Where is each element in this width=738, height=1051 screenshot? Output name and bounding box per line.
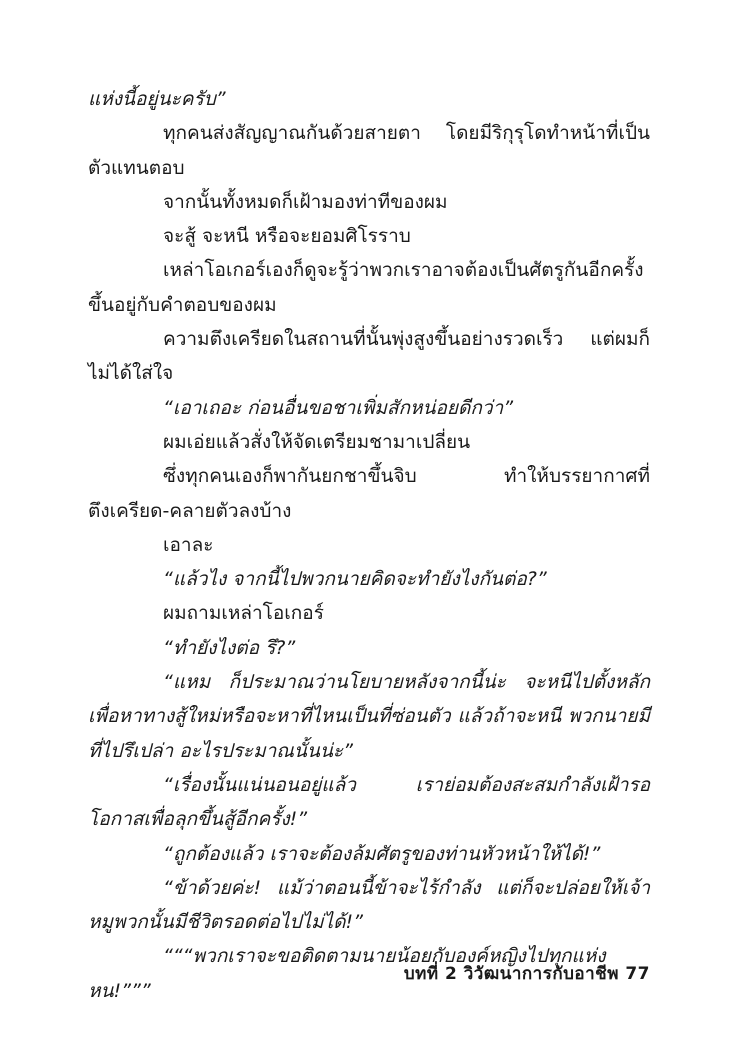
page-footer: บทที่ 2 วิวัฒนาการกับอาชีพ 77 xyxy=(403,964,650,984)
paragraph-8: ผมเอ่ยแล้วสั่งให้จัดเตรียมชามาเปลี่ยน xyxy=(163,430,471,453)
paragraph-18: “““พวกเราจะขอติดตามนายน้อยกับองค์หญิงไปทุกแห่งหน!””” xyxy=(88,945,606,1002)
paragraph-12: ผมถามเหล่าโอเกอร์ xyxy=(163,602,324,625)
paragraph-14: “แหม ก็ประมาณว่านโยบายหลังจากนี้น่ะ จะหนีไปตั้งหลักเพื่อหาทางสู้ใหม่หรือจะหาที่ไหนเป็นที่ซ่อนตัว แล้วถ้าจะหนี พวกนายมีที่ไปรึเปล่า อะไรประมาณนั้นน่ะ” xyxy=(88,671,650,762)
paragraph-9: ซึ่งทุกคนเองก็พากันยกชาขึ้นจิบ ทำให้บรรยากาศที่ตึงเครียด-คลายตัวลงบ้าง xyxy=(88,465,650,522)
paragraph-5: เหล่าโอเกอร์เองก็ดูจะรู้ว่าพวกเราอาจต้องเป็นศัตรูกันอีกครั้งขึ้นอยู่กับคำตอบของผม xyxy=(88,259,644,316)
paragraph-16: “ถูกต้องแล้ว เราจะต้องล้มศัตรูของท่านหัวหน้าให้ได้!” xyxy=(163,842,601,865)
paragraph-7: “เอาเถอะ ก่อนอื่นขอชาเพิ่มสักหน่อยดีกว่า” xyxy=(163,396,514,419)
paragraph-4: จะสู้ จะหนี หรือจะยอมศิโรราบ xyxy=(163,225,411,248)
paragraph-6: ความตึงเครียดในสถานที่นั้นพุ่งสูงขึ้นอย่างรวดเร็ว แต่ผมก็ไม่ได้ใส่ใจ xyxy=(88,328,650,385)
paragraph-17: “ข้าด้วยค่ะ! แม้ว่าตอนนี้ข้าจะไร้กำลัง แต่ก็จะปล่อยให้เจ้าหมูพวกนั้นมีชีวิตรอดต่อไปไม่ได้!” xyxy=(88,876,650,934)
paragraph-13: “ทำยังไงต่อ รึ?” xyxy=(163,636,296,659)
paragraph-2: ทุกคนส่งสัญญาณกันด้วยสายตา โดยมีริกุรุโดทำหน้าที่เป็นตัวแทนตอบ xyxy=(88,122,650,179)
paragraph-15: “เรื่องนั้นแน่นอนอยู่แล้ว เราย่อมต้องสะสมกำลังเฝ้ารอโอกาสเพื่อลุกขึ้นสู้อีกครั้ง!” xyxy=(88,773,650,831)
paragraph-1: แห่งนี้อยู่นะครับ” xyxy=(88,88,226,110)
body-text xyxy=(88,82,650,1008)
paragraph-11: “แล้วไง จากนี้ไปพวกนายคิดจะทำยังไงกันต่อ?” xyxy=(163,568,547,591)
paragraph-3: จากนั้นทั้งหมดก็เฝ้ามองท่าทีของผม xyxy=(163,190,448,213)
paragraph-10: เอาละ xyxy=(163,533,214,556)
